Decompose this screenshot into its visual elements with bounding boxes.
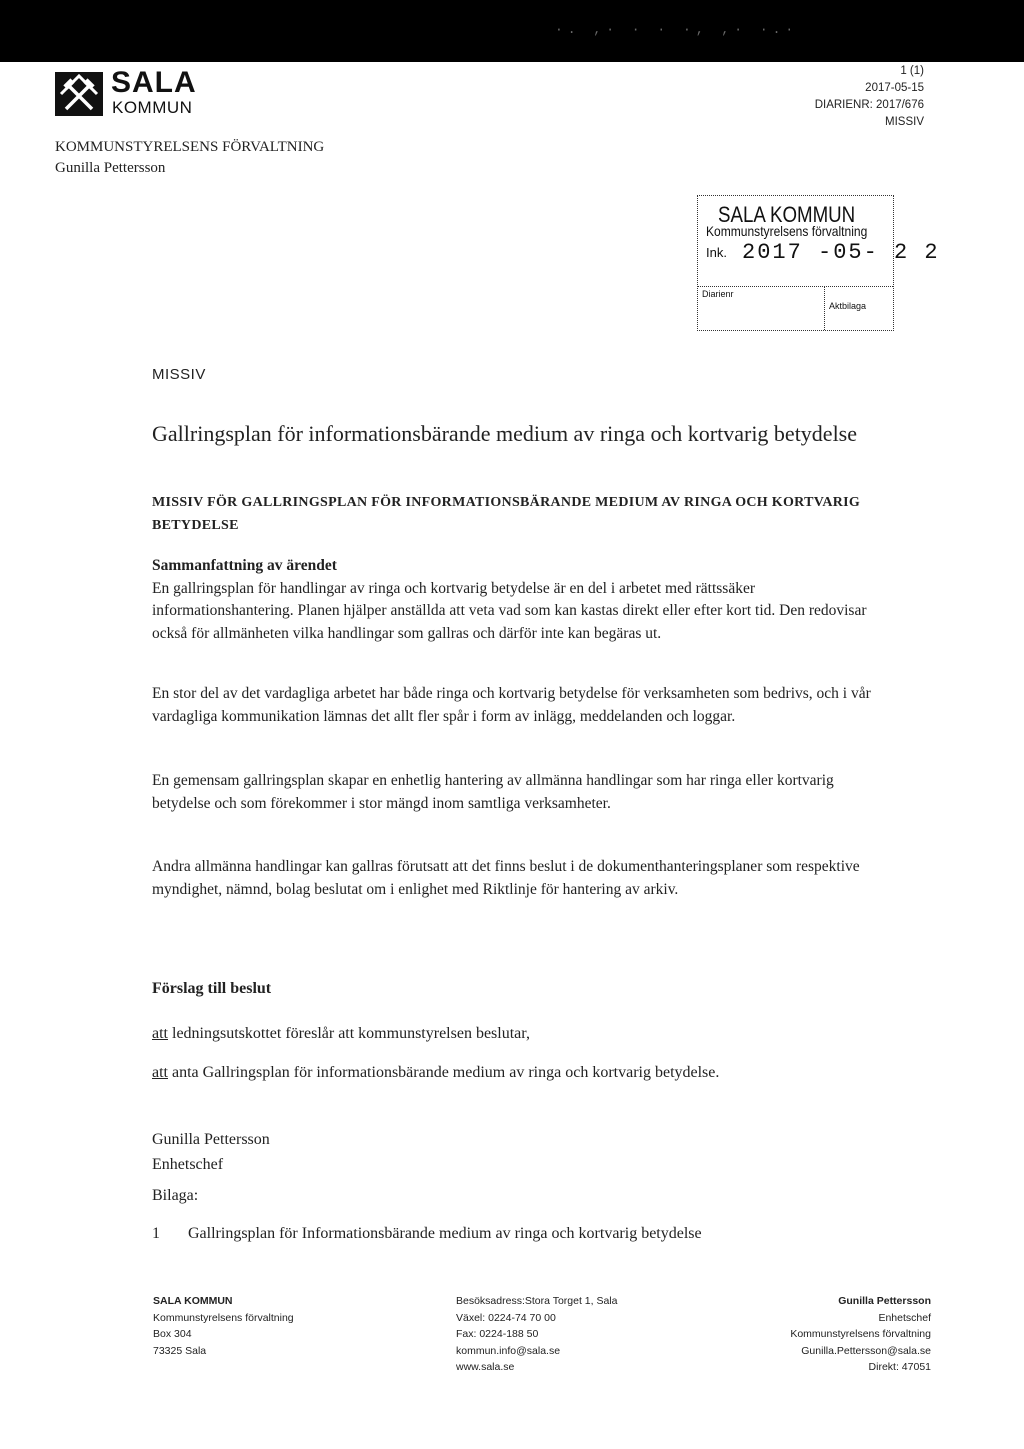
stamp-aktbilaga-label: Aktbilaga [829, 301, 867, 311]
summary-heading: Sammanfattning av ärendet [152, 557, 337, 574]
sender-block [55, 137, 324, 179]
logo-name: SALA [111, 66, 197, 99]
logo [55, 66, 225, 118]
decision-heading: Förslag till beslut [152, 980, 272, 997]
paragraph [152, 683, 882, 728]
summary-section [152, 555, 882, 645]
paragraph: En gallringsplan för handlingar av ringa och kortvarig betydelse är en del i arbetet med rättssäker informationshantering. Planen hjälper anställda att veta vad som kan kastas direkt eller efter kort tid. Den redovisar också för allmänheten vilka handlingar som gallras och därför inte kan begäras ut. [152, 579, 867, 642]
stamp-subtitle: Kommunstyrelsens förvaltning [706, 223, 868, 239]
scan-header-bar [0, 0, 1024, 62]
stamp-date: 2017 -05- 2 2 [742, 240, 940, 265]
footer-line: Fax: 0224-188 50 [456, 1328, 539, 1340]
scan-header-noise: ·. ,· · · ·, ,· ·.· [555, 22, 799, 37]
signature-name: Gunilla Pettersson [152, 1131, 270, 1148]
paragraph-text: Andra allmänna handlingar kan gallras förutsatt att det finns beslut i de dokumenthanteringsplaner som respektive myndighet, nämnd, bolag beslutat om i enlighet med Riktlinje för hantering av arkiv. [152, 858, 860, 898]
doc-type: MISSIV [152, 366, 206, 383]
footer-line: Besöksadress:Stora Torget 1, Sala [456, 1295, 618, 1307]
document-meta [815, 63, 924, 131]
document-date: 2017-05-15 [865, 82, 924, 94]
signature [152, 1127, 270, 1177]
stamp-divider [698, 286, 893, 287]
paragraph [152, 856, 882, 901]
diarienr: DIARIENR: 2017/676 [814, 99, 924, 111]
footer-person [790, 1293, 931, 1376]
stamp-diarienr-label: Diarienr [702, 289, 734, 299]
received-stamp [697, 195, 940, 331]
footer-email: kommun.info@sala.se [456, 1344, 561, 1357]
footer-line: Direkt: 47051 [868, 1361, 931, 1373]
footer-line: Växel: 0224-74 70 00 [456, 1311, 556, 1324]
crossed-hammers-icon [55, 72, 103, 116]
document-title: Gallringsplan för informationsbärande medium av ringa och kortvarig betydelse [152, 421, 858, 446]
decision-item-text: ledningsutskottet föreslår att kommunstyrelsen beslutar, [172, 1025, 530, 1042]
decision-item [152, 1064, 719, 1082]
stamp-title: SALA KOMMUN [718, 202, 856, 227]
logo-subtitle: KOMMUN [112, 98, 193, 117]
att-word: att [152, 1064, 168, 1081]
footer-line: 73325 Sala [153, 1344, 207, 1357]
footer-line: Enhetschef [878, 1311, 931, 1324]
stamp-column-divider [824, 286, 825, 330]
attachment-item [152, 1225, 702, 1243]
page-number: 1 (1) [900, 65, 924, 77]
author-name: Gunilla Pettersson [55, 160, 166, 176]
paragraph [152, 770, 882, 815]
attachment-number: 1 [152, 1225, 160, 1242]
caps-heading: MISSIV FÖR GALLRINGSPLAN FÖR INFORMATIONSBÄRANDE MEDIUM AV RINGA OCH KORTVARIG BETYDELSE [152, 495, 861, 533]
office-name: KOMMUNSTYRELSENS FÖRVALTNING [55, 139, 325, 155]
footer-line: Box 304 [153, 1328, 192, 1340]
footer-person-name: Gunilla Pettersson [838, 1295, 931, 1307]
attachments-label: Bilaga: [152, 1187, 199, 1204]
paragraph-text: En gemensam gallringsplan skapar en enhetlig hantering av allmänna handlingar som har ringa eller kortvarig betydelse och som förekommer i stor mängd inom samtliga verksamheter. [152, 772, 834, 812]
attachment-text: Gallringsplan för Informationsbärande medium av ringa och kortvarig betydelse [188, 1225, 702, 1242]
decision-item-text: anta Gallringsplan för informationsbärande medium av ringa och kortvarig betydelse. [172, 1064, 720, 1081]
footer-line: Kommunstyrelsens förvaltning [790, 1328, 931, 1340]
paragraph-text: En stor del av det vardagliga arbetet har både ringa och kortvarig betydelse för verksamheten som bedrivs, och i vår vardagliga kommunikation lämnas det allt fler spår i form av inlägg, meddelanden och loggar. [152, 685, 871, 725]
footer-person-email: Gunilla.Pettersson@sala.se [801, 1344, 931, 1357]
meta-doctype: MISSIV [885, 116, 924, 128]
decision-item [152, 1025, 530, 1043]
stamp-ink-label: Ink. [706, 245, 727, 260]
att-word: att [152, 1025, 168, 1042]
footer-line: Kommunstyrelsens förvaltning [153, 1311, 294, 1324]
footer-org: SALA KOMMUN [153, 1295, 233, 1307]
footer-contact [456, 1293, 617, 1376]
footer-address [153, 1293, 294, 1359]
signature-role: Enhetschef [152, 1156, 224, 1173]
footer-website: www.sala.se [456, 1361, 515, 1373]
